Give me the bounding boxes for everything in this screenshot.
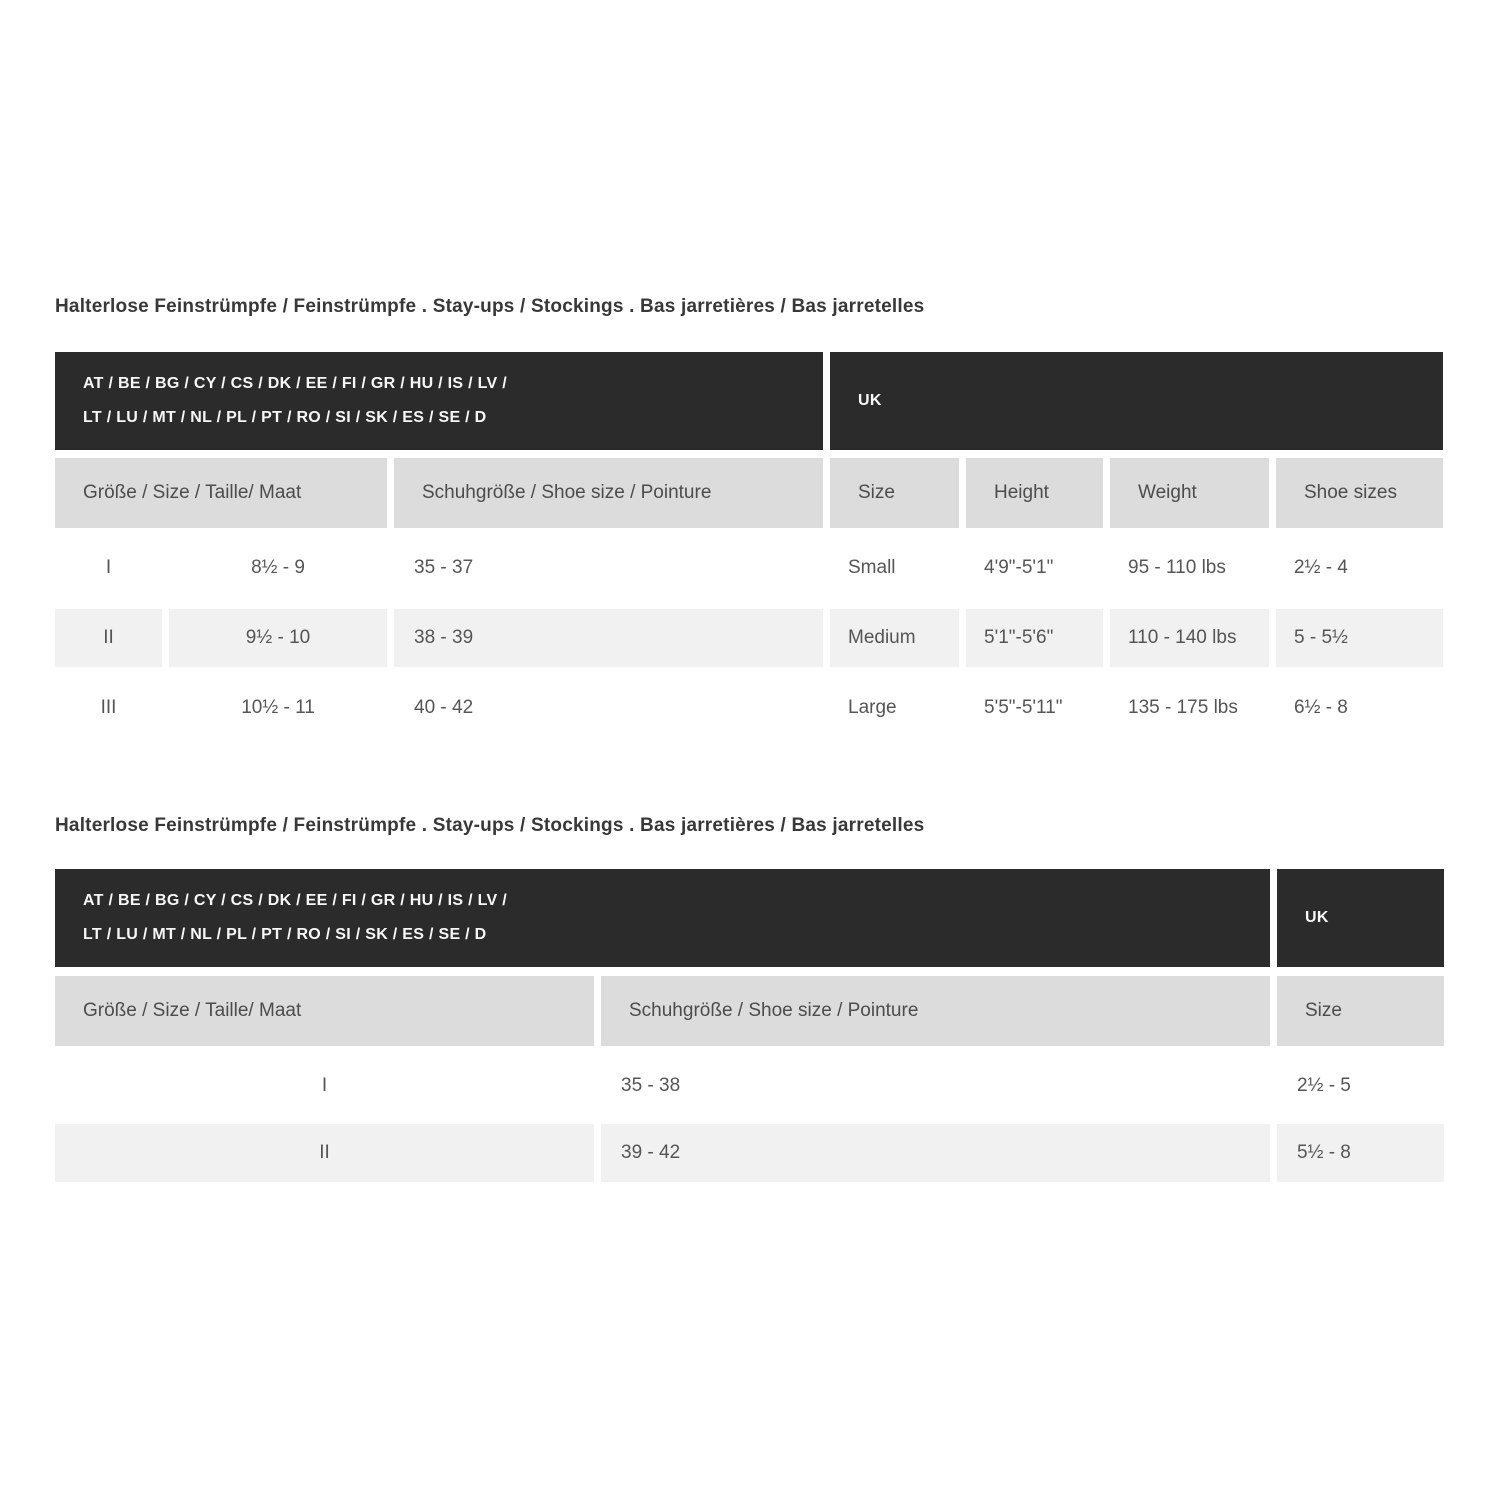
cell-groesse: II (55, 1124, 594, 1182)
cell-shoe-size-eu: 35 - 37 (414, 557, 474, 578)
column-header-row (55, 976, 1445, 1046)
column-header-size: Size (1277, 976, 1444, 1046)
cell-uk-size: Small (848, 557, 896, 578)
table-row (55, 679, 1445, 737)
cell-size-uk: 5½ - 8 (1277, 1124, 1444, 1182)
cell-shoe-size-eu: 35 - 38 (621, 1075, 681, 1096)
cell-size-range: 9½ - 10 (169, 609, 387, 667)
cell-height: 4'9"-5'1" (984, 557, 1054, 578)
cell-groesse: II (55, 609, 162, 667)
cell-uk-size: Large (848, 697, 897, 718)
table-row (55, 539, 1445, 597)
cell-size-uk: 2½ - 5 (1297, 1075, 1351, 1096)
column-header-shoe-sizes: Shoe sizes (1276, 458, 1443, 528)
cell-shoe-size-uk: 2½ - 4 (1294, 557, 1348, 578)
cell-shoe-size-eu: 38 - 39 (394, 609, 823, 667)
eu-country-codes-line2: LT / LU / MT / NL / PL / PT / RO / SI / SK / ES / SE / D (83, 409, 487, 426)
cell-height: 5'5"-5'11" (984, 697, 1063, 718)
region-header-uk: UK (830, 352, 1443, 450)
table-row (55, 1124, 1445, 1182)
column-header-weight: Weight (1110, 458, 1269, 528)
region-header-eu (55, 352, 823, 450)
cell-weight: 110 - 140 lbs (1110, 609, 1269, 667)
column-header-height: Height (966, 458, 1103, 528)
eu-country-codes-line1: AT / BE / BG / CY / CS / DK / EE / FI / GR / HU / IS / LV / (83, 892, 507, 909)
column-header-schuhgroesse: Schuhgröße / Shoe size / Pointure (394, 458, 823, 528)
cell-weight: 135 - 175 lbs (1128, 697, 1238, 718)
region-header-row (55, 352, 1445, 450)
cell-uk-size: Medium (830, 609, 959, 667)
cell-shoe-size-eu: 39 - 42 (601, 1124, 1270, 1182)
cell-groesse: III (100, 697, 117, 718)
column-header-size: Size (830, 458, 959, 528)
size-chart-title: Halterlose Feinstrümpfe / Feinstrümpfe . Stay-ups / Stockings . Bas jarretières / Bas jarretelles (55, 296, 925, 317)
cell-groesse: I (105, 557, 112, 578)
cell-shoe-size-uk: 6½ - 8 (1294, 697, 1348, 718)
cell-groesse: I (321, 1075, 328, 1096)
table-row (55, 1057, 1445, 1115)
column-header-groesse: Größe / Size / Taille/ Maat (55, 976, 594, 1046)
eu-country-codes-line1: AT / BE / BG / CY / CS / DK / EE / FI / GR / HU / IS / LV / (83, 375, 507, 392)
cell-size-range: 8½ - 9 (251, 557, 305, 578)
cell-weight: 95 - 110 lbs (1128, 557, 1226, 578)
eu-country-codes-line2: LT / LU / MT / NL / PL / PT / RO / SI / SK / ES / SE / D (83, 926, 487, 943)
cell-shoe-size-eu: 40 - 42 (414, 697, 474, 718)
region-header-uk: UK (1277, 869, 1444, 967)
size-chart-stay-ups-1 (55, 296, 1445, 749)
column-header-groesse: Größe / Size / Taille/ Maat (55, 458, 387, 528)
size-chart-stay-ups-2 (55, 815, 1445, 1191)
table-row (55, 609, 1445, 667)
cell-shoe-size-uk: 5 - 5½ (1276, 609, 1443, 667)
column-header-row (55, 458, 1445, 528)
size-chart-title: Halterlose Feinstrümpfe / Feinstrümpfe . Stay-ups / Stockings . Bas jarretières / Bas jarretelles (55, 815, 925, 836)
cell-height: 5'1"-5'6" (966, 609, 1103, 667)
region-header-eu (55, 869, 1270, 967)
cell-size-range: 10½ - 11 (241, 697, 315, 718)
region-header-row (55, 869, 1445, 967)
column-header-schuhgroesse: Schuhgröße / Shoe size / Pointure (601, 976, 1270, 1046)
